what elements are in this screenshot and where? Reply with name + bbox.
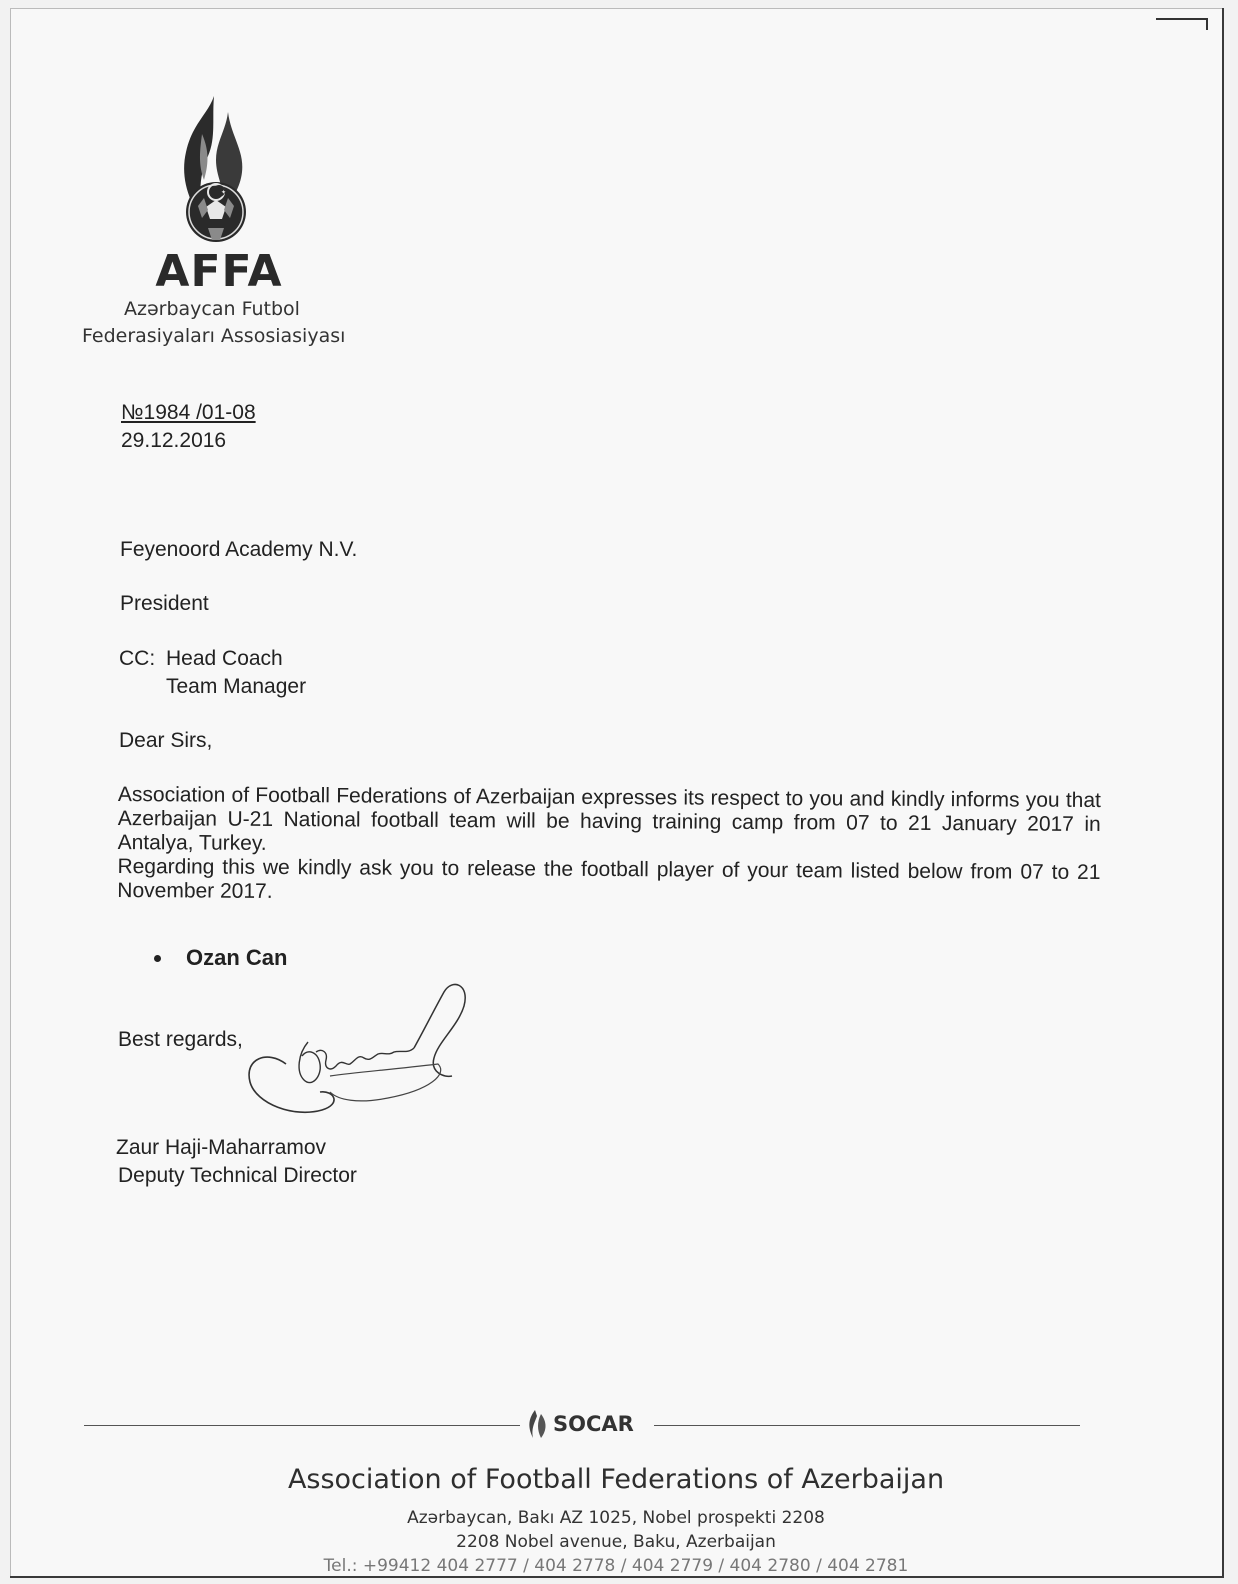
handwritten-signature — [238, 980, 478, 1140]
closing: Best regards, — [118, 1028, 243, 1051]
reference-number: №1984 /01-08 — [121, 401, 256, 424]
flame-football-emblem-icon — [168, 94, 264, 244]
footer-address-en: 2208 Nobel avenue, Baku, Azerbaijan — [456, 1532, 776, 1552]
org-name-line-1: Azərbaycan Futbol — [124, 298, 300, 320]
footer-address-az: Azərbaycan, Bakı AZ 1025, Nobel prospekti 2208 — [407, 1508, 825, 1528]
footer-contact: Tel.: +99412 404 2777 / 404 2778 / 404 2779 / 404 2780 / 404 2781 — [323, 1556, 909, 1576]
recipient-position: President — [120, 592, 209, 615]
footer-organization: Association of Football Federations of Azerbaijan — [287, 1464, 945, 1495]
body-paragraph: Association of Football Federations of Azerbaijan expresses its respect to you and kindly informs you that Azerbaijan U-21 National football team will be having training camp from 07 to 21 January 2017 in Antalya, Turkey. — [117, 783, 1101, 855]
org-name-line-2: Federasiyaları Assosiasiyası — [82, 325, 346, 347]
signer-name: Zaur Haji-Maharramov — [116, 1136, 327, 1159]
sponsor-name: SOCAR — [553, 1412, 634, 1436]
salutation: Dear Sirs, — [119, 729, 213, 752]
recipient-organization: Feyenoord Academy N.V. — [120, 538, 358, 561]
cc-recipient: Head Coach — [166, 647, 283, 670]
footer-divider — [84, 1425, 520, 1426]
footer-divider — [654, 1425, 1080, 1426]
cc-recipient: Team Manager — [166, 675, 307, 698]
bullet-icon — [154, 955, 161, 962]
body-paragraph: Regarding this we kindly ask you to release the football player of your team listed below from 07 to 21 November 2017. — [117, 854, 1101, 903]
affa-logo — [82, 94, 362, 354]
svg-text:✦: ✦ — [221, 189, 227, 196]
logo-abbreviation: AFFA — [155, 246, 283, 297]
signer-title: Deputy Technical Director — [118, 1164, 357, 1187]
cc-label: CC: — [119, 647, 156, 670]
page-corner-mark — [1156, 18, 1208, 30]
letter-body — [117, 783, 1101, 909]
socar-flame-icon — [525, 1408, 549, 1442]
reference-date: 29.12.2016 — [121, 429, 227, 452]
player-name: Ozan Can — [186, 945, 288, 970]
letter-page — [10, 8, 1224, 1578]
